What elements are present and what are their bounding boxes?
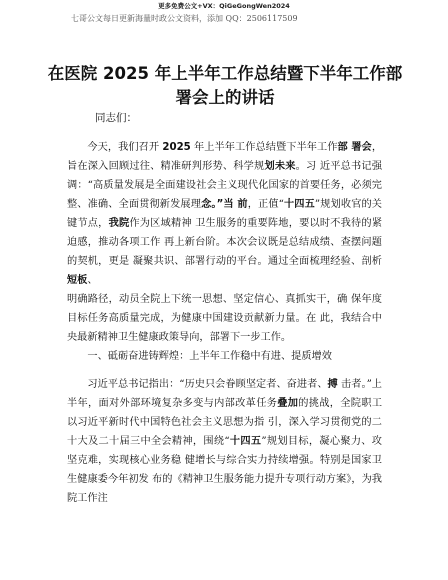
text-run-bold: 我院 [108, 218, 130, 229]
text-run: 习近平总书记指出：“历史只会眷顾坚定者、奋进者、 [87, 379, 328, 390]
text-run: 击者。”上半年，面对外部环境复杂多变与内部改革任务 [67, 379, 382, 409]
text-run-bold: 2025 [162, 142, 191, 153]
text-run: 明确路径，动员全院上下统一思想、坚定信心、真抓实干，确 保年度目标任务高质量完成，为健康中国建设贡献新力量。在 此，我结合中央最新精神卫生健康政策导向，部署下一步工作。 [67, 294, 382, 343]
text-run: ，正值“ [247, 199, 284, 210]
text-run: 、 [87, 275, 98, 286]
text-run: 年上半年工作总结暨下半年工作 [190, 142, 338, 153]
paragraph-section-1 [67, 375, 382, 508]
text-run: 作为区域精神 卫生服务的重要阵地，要以时不我待的紧迫感，推动各项工作 再上新台阶。本次会议既是总结成绩、查摆问题的契机，更是 凝聚共识、部署行动的平台。通过全面梳理经验、剖析 [67, 218, 383, 267]
text-run-bold: 叠加 [277, 398, 299, 409]
text-run-bold: 十四五 [283, 199, 315, 210]
text-run-bold: 划未来 [264, 161, 296, 172]
salutation: 同志们： [95, 112, 137, 124]
text-run: ，旨在深入回顾过往、精准研判形势、科学规 [67, 142, 382, 172]
text-run-bold: 搏 [327, 379, 338, 390]
text-run-bold: 念。”当 前 [201, 199, 248, 210]
text-run: 的挑战，全院职工以习近平新时代中国特色社会主义思想为指 引，深入学习贯彻党的二十大及二十届三中全会精神，围绕“ [67, 398, 383, 447]
speech-title: 在医院 2025 年上半年工作总结暨下半年工作部署会上的讲话 [47, 64, 403, 107]
paragraph-opening [67, 138, 382, 347]
section-heading-1: 一、砥砺奋进铸辉煌：上半年工作稳中有进、提质增效 [87, 351, 332, 362]
promo-banner: 更多免费公文+VX：QiGeGongWen2024 [158, 2, 290, 10]
text-run: 今天，我们召开 [87, 142, 163, 153]
header-note: 七哥公文每日更新海量时政公文资料，添加 QQ：2506117509 [71, 14, 298, 23]
text-run: 。习 近平总书记强调：“高质量发展是全面建设社会主义现代化国家的首要任务，必须完整、准确、全面贯彻新发展理 [67, 161, 383, 210]
text-run: ”规划收官的关键节点， [67, 199, 382, 229]
text-run-bold: 短板 [67, 275, 88, 286]
text-run-bold: 十四五 [229, 436, 262, 447]
speech-body [67, 138, 382, 508]
text-run-bold: 部 署会 [337, 142, 372, 153]
text-run: ”规划目标，凝心聚力、攻坚克难，实现核心业务稳 健增长与综合实力持续增强。特别是国家卫生健康委今年初发 布的《精神卫生服务能力提升专项行动方案》，为我院工作注 [67, 436, 382, 504]
